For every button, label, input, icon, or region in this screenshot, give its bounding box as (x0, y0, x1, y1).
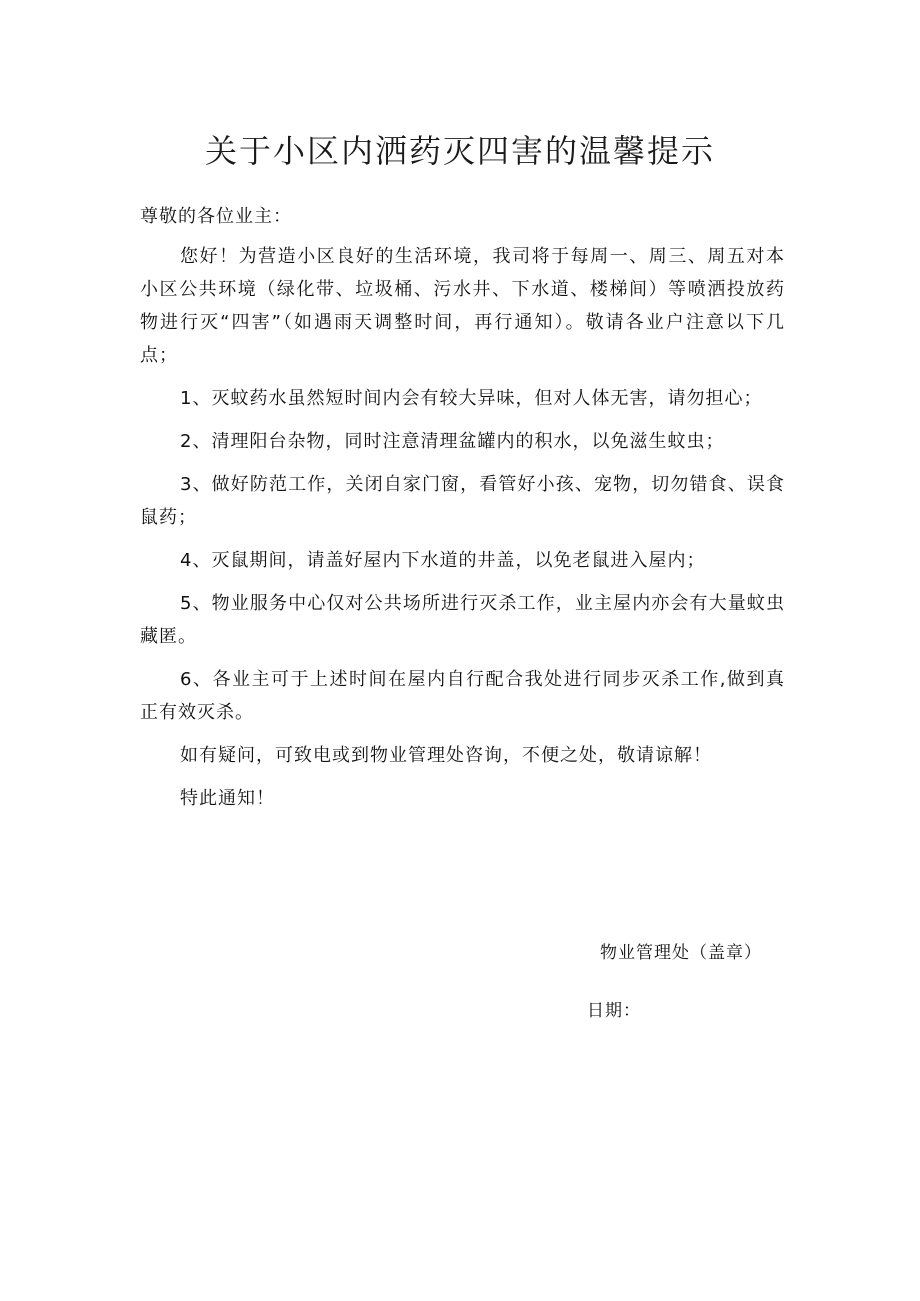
notice-body (140, 240, 785, 815)
intro-paragraph: 您好！为营造小区良好的生活环境，我司将于每周一、周三、周五对本小区公共环境（绿化带、垃圾桶、污水井、下水道、楼梯间）等喷洒投放药物进行灭“四害”（如遇雨天调整时间，再行通知）。敬请各业户注意以下几点； (140, 246, 785, 366)
signature-date: 日期： (587, 1001, 641, 1021)
greeting: 尊敬的各位业主： (140, 206, 292, 227)
list-item: 3、做好防范工作，关闭自家门窗，看管好小孩、宠物，切勿错食、误食鼠药； (140, 474, 785, 528)
list-item: 4、灭鼠期间，请盖好屋内下水道的井盖，以免老鼠进入屋内； (180, 550, 706, 571)
signature-org: 物业管理处（盖章） (600, 943, 762, 963)
list-item: 1、灭蚊药水虽然短时间内会有较大异味，但对人体无害，请勿担心； (180, 388, 763, 409)
closing-paragraph: 如有疑问，可致电或到物业管理处咨询，不便之处，敬请谅解！ (180, 745, 712, 766)
final-line: 特此通知！ (180, 788, 275, 809)
list-item: 5、物业服务中心仅对公共场所进行灭杀工作，业主屋内亦会有大量蚊虫藏匿。 (140, 593, 785, 647)
notice-title: 关于小区内洒药灭四害的温馨提示 (204, 132, 715, 170)
list-item: 6、各业主可于上述时间在屋内自行配合我处进行同步灭杀工作,做到真正有效灭杀。 (140, 669, 785, 723)
list-item: 2、清理阳台杂物，同时注意清理盆罐内的积水，以免滋生蚊虫； (180, 431, 725, 452)
